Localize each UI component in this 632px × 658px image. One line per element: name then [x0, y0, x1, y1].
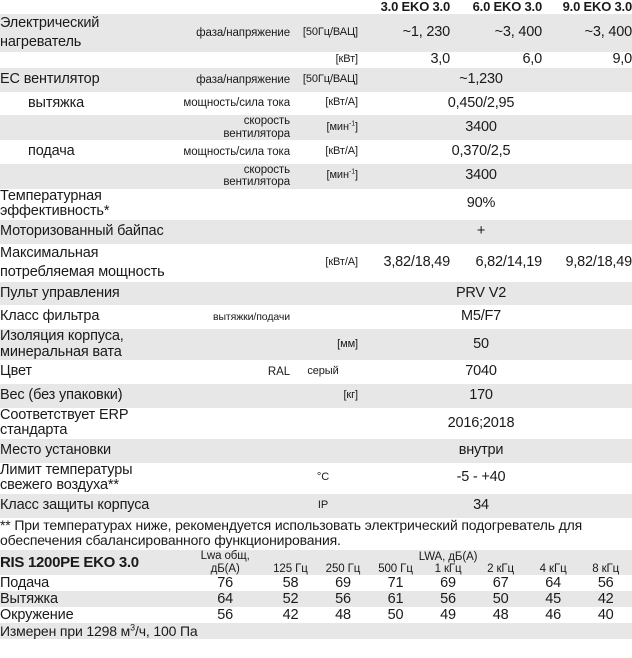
- row-param: [175, 439, 290, 463]
- acoustic-value: 46: [545, 607, 561, 624]
- column-header-3: 9.0 EKO 3.0: [542, 0, 632, 14]
- row-value-span: 170: [469, 387, 493, 404]
- row-unit: [кВт]: [335, 53, 358, 66]
- row-label: [0, 115, 175, 140]
- row-param: [175, 408, 290, 439]
- footnote-line-1: ** При температурах ниже, рекомендуется использовать электрический подогреватель для: [0, 516, 583, 533]
- acoustic-row: [0, 591, 632, 607]
- measurement-conditions: [0, 623, 632, 639]
- row-param: [175, 463, 290, 494]
- row-unit: [50Гц/ВАЦ]: [302, 26, 358, 39]
- row-label: Пульт управления: [0, 284, 120, 301]
- table-row: [0, 189, 632, 220]
- acoustic-table: [0, 550, 632, 640]
- row-label: Класс фильтра: [0, 308, 100, 325]
- acoustic-value: 40: [597, 607, 614, 624]
- acoustic-value: 52: [282, 591, 299, 608]
- acoustic-value: 42: [282, 607, 299, 624]
- frequency-header-4k: 4 кГц: [539, 563, 567, 576]
- acoustic-value: 48: [492, 607, 509, 624]
- row-label: Вес (без упаковки): [0, 387, 123, 404]
- row-value-span: -5 - +40: [456, 469, 506, 486]
- spec-header-row: [0, 0, 632, 14]
- acoustic-value: 45: [545, 591, 561, 608]
- acoustic-row-name: Вытяжка: [0, 591, 58, 608]
- frequency-header-125: 125 Гц: [273, 563, 308, 576]
- row-value-1: ~1, 230: [402, 24, 450, 41]
- acoustic-value: 69: [440, 575, 456, 592]
- table-row: [0, 463, 632, 494]
- row-label: Цвет: [0, 363, 32, 380]
- acoustic-total: 64: [217, 591, 234, 608]
- acoustic-value: 71: [387, 575, 404, 592]
- row-label: вытяжка: [28, 94, 84, 111]
- row-param: [175, 220, 290, 244]
- row-value-span: 2016;2018: [447, 414, 515, 431]
- acoustic-title: RIS 1200PE EKO 3.0: [0, 554, 139, 572]
- row-unit: [290, 220, 358, 244]
- row-value-2: 6,0: [522, 51, 542, 68]
- row-value-3: 9,0: [612, 51, 632, 68]
- frequency-header-2k: 2 кГц: [487, 563, 515, 576]
- row-param: [175, 494, 290, 518]
- row-value-span: M5/F7: [460, 308, 502, 325]
- row-unit: [кВт/А]: [325, 144, 358, 157]
- row-value-span: ~1,230: [459, 70, 503, 87]
- row-value-2: ~3, 400: [494, 24, 542, 41]
- row-value-span: 34: [473, 496, 489, 513]
- frequency-header-1k: 1 кГц: [434, 563, 462, 576]
- row-label: Лимит температуры свежего воздуха**: [0, 461, 133, 494]
- header-spacer-param: [175, 0, 290, 14]
- acoustic-row: [0, 607, 632, 623]
- row-param: скорость вентилятора: [223, 115, 290, 140]
- table-row: [0, 220, 632, 244]
- acoustic-row-name: Подача: [0, 575, 50, 592]
- row-unit: [290, 305, 358, 329]
- header-spacer: [0, 0, 175, 14]
- footnote-line-2: обеспечения сбалансированного функционирования.: [0, 531, 341, 548]
- acoustic-value: 69: [335, 575, 351, 592]
- row-label: [0, 164, 175, 189]
- table-row: [0, 408, 632, 439]
- row-value-span: 0,370/2,5: [451, 143, 511, 160]
- row-unit: [290, 282, 358, 306]
- row-value-span: +: [476, 222, 486, 239]
- row-unit: [кВт/А]: [325, 96, 358, 109]
- acoustic-value: 49: [440, 607, 456, 624]
- row-param: [175, 384, 290, 408]
- acoustic-value: 42: [597, 591, 614, 608]
- row-unit: [290, 408, 358, 439]
- table-row: [0, 439, 632, 463]
- row-unit: [мин$^{-1}$]: [326, 120, 358, 133]
- row-value-3: ~3, 400: [584, 24, 632, 41]
- lwa-total-header-line2: дБ(A): [210, 563, 240, 576]
- acoustic-value: 56: [440, 591, 456, 608]
- acoustic-value: 56: [597, 575, 614, 592]
- row-unit: [мм]: [337, 337, 358, 350]
- header-spacer-unit: [290, 0, 358, 14]
- table-row: [0, 360, 632, 384]
- row-label: Класс защиты корпуса: [0, 496, 150, 513]
- measurement-superscript: 3: [130, 622, 135, 633]
- acoustic-row: [0, 575, 632, 591]
- column-header-1: 3.0 EKO 3.0: [358, 0, 450, 14]
- row-value-span: 0,450/2,95: [447, 94, 515, 111]
- acoustic-total: 76: [217, 575, 234, 592]
- acoustic-header-row-top: [0, 550, 632, 564]
- row-value-span: 3400: [465, 167, 497, 184]
- row-label: Электрический нагреватель: [0, 15, 100, 51]
- row-unit: [мин$^{-1}$]: [326, 168, 358, 182]
- row-label: Место установки: [0, 442, 111, 458]
- row-label: подача: [28, 143, 75, 160]
- table-row: [0, 282, 632, 306]
- frequency-header-500: 500 Гц: [378, 563, 413, 576]
- table-row: [0, 164, 632, 189]
- table-row: [0, 92, 632, 116]
- row-param: [175, 282, 290, 306]
- row-value-2: 6,82/14,19: [475, 253, 542, 270]
- row-label: ЕС вентилятор: [0, 70, 100, 87]
- row-label: [0, 52, 175, 68]
- lwa-span-header: LWA, дБ(A): [418, 550, 478, 563]
- row-param: RAL: [267, 366, 290, 378]
- table-row: [0, 140, 632, 164]
- row-unit: [50Гц/ВАЦ]: [302, 72, 358, 85]
- table-row: [0, 384, 632, 408]
- acoustic-value: 48: [335, 607, 351, 624]
- row-value-3: 9,82/18,49: [565, 253, 632, 270]
- table-row: [0, 52, 632, 68]
- acoustic-total: 56: [217, 607, 234, 624]
- row-label: Температурная эффективность*: [0, 187, 110, 220]
- row-param: мощность/сила тока: [183, 97, 290, 110]
- frequency-header-8k: 8 кГц: [592, 563, 620, 576]
- row-param: [175, 329, 290, 360]
- row-param: фаза/напряжение: [196, 26, 290, 39]
- row-param: [175, 52, 290, 68]
- acoustic-row-name: Окружение: [0, 607, 74, 624]
- acoustic-value: 50: [492, 591, 509, 608]
- table-row: [0, 494, 632, 518]
- row-value-1: 3,82/18,49: [383, 253, 450, 270]
- measurement-prefix: Измерен при 1298 м: [0, 623, 131, 640]
- row-param: [175, 244, 290, 282]
- row-param: [175, 189, 290, 220]
- row-label: Максимальная потребляемая мощность: [0, 244, 165, 280]
- row-label: Изоляция корпуса, минеральная вата: [0, 328, 124, 360]
- row-value-1: 3,0: [430, 51, 450, 68]
- row-unit: серый: [307, 365, 339, 378]
- row-unit: IP: [317, 498, 329, 511]
- frequency-header-250: 250 Гц: [325, 563, 361, 576]
- table-row: [0, 329, 632, 360]
- acoustic-value: 58: [282, 575, 299, 592]
- footnote-row: [0, 518, 632, 533]
- row-unit: [кВт/А]: [325, 255, 358, 268]
- row-unit: [кг]: [343, 388, 358, 401]
- acoustic-value: 64: [545, 575, 561, 592]
- acoustic-value: 61: [387, 591, 404, 608]
- row-param: мощность/сила тока: [183, 145, 290, 158]
- row-unit: °C: [316, 471, 330, 484]
- acoustic-value: 56: [335, 591, 351, 608]
- table-row: [0, 115, 632, 140]
- row-param: скорость вентилятора: [223, 163, 290, 189]
- row-value-span: внутри: [458, 442, 504, 458]
- row-label: Соответствует ERP стандарта: [0, 406, 129, 439]
- measurement-suffix: /ч, 100 Па: [134, 623, 198, 640]
- table-row: [0, 305, 632, 329]
- row-unit: [290, 189, 358, 220]
- acoustic-value: 50: [387, 607, 404, 624]
- row-unit: [290, 439, 358, 463]
- acoustic-value: 67: [492, 575, 509, 592]
- row-value-span: 3400: [465, 118, 497, 135]
- footnote-row: [0, 533, 632, 548]
- row-label: Моторизованный байпас: [0, 222, 164, 239]
- column-header-2: 6.0 EKO 3.0: [450, 0, 542, 14]
- row-value-span: 7040: [465, 363, 497, 380]
- row-param: вытяжки/подачи: [213, 310, 290, 323]
- row-value-span: 50: [473, 335, 489, 352]
- table-row: [0, 14, 632, 52]
- row-value-span: PRV V2: [455, 284, 507, 301]
- lwa-total-header-line1: Lwa общ,: [200, 549, 250, 562]
- acoustic-footer-row: [0, 623, 632, 639]
- table-row: [0, 244, 632, 282]
- row-param: фаза/напряжение: [196, 73, 290, 86]
- table-row: [0, 68, 632, 92]
- row-value-span: 90%: [466, 195, 496, 212]
